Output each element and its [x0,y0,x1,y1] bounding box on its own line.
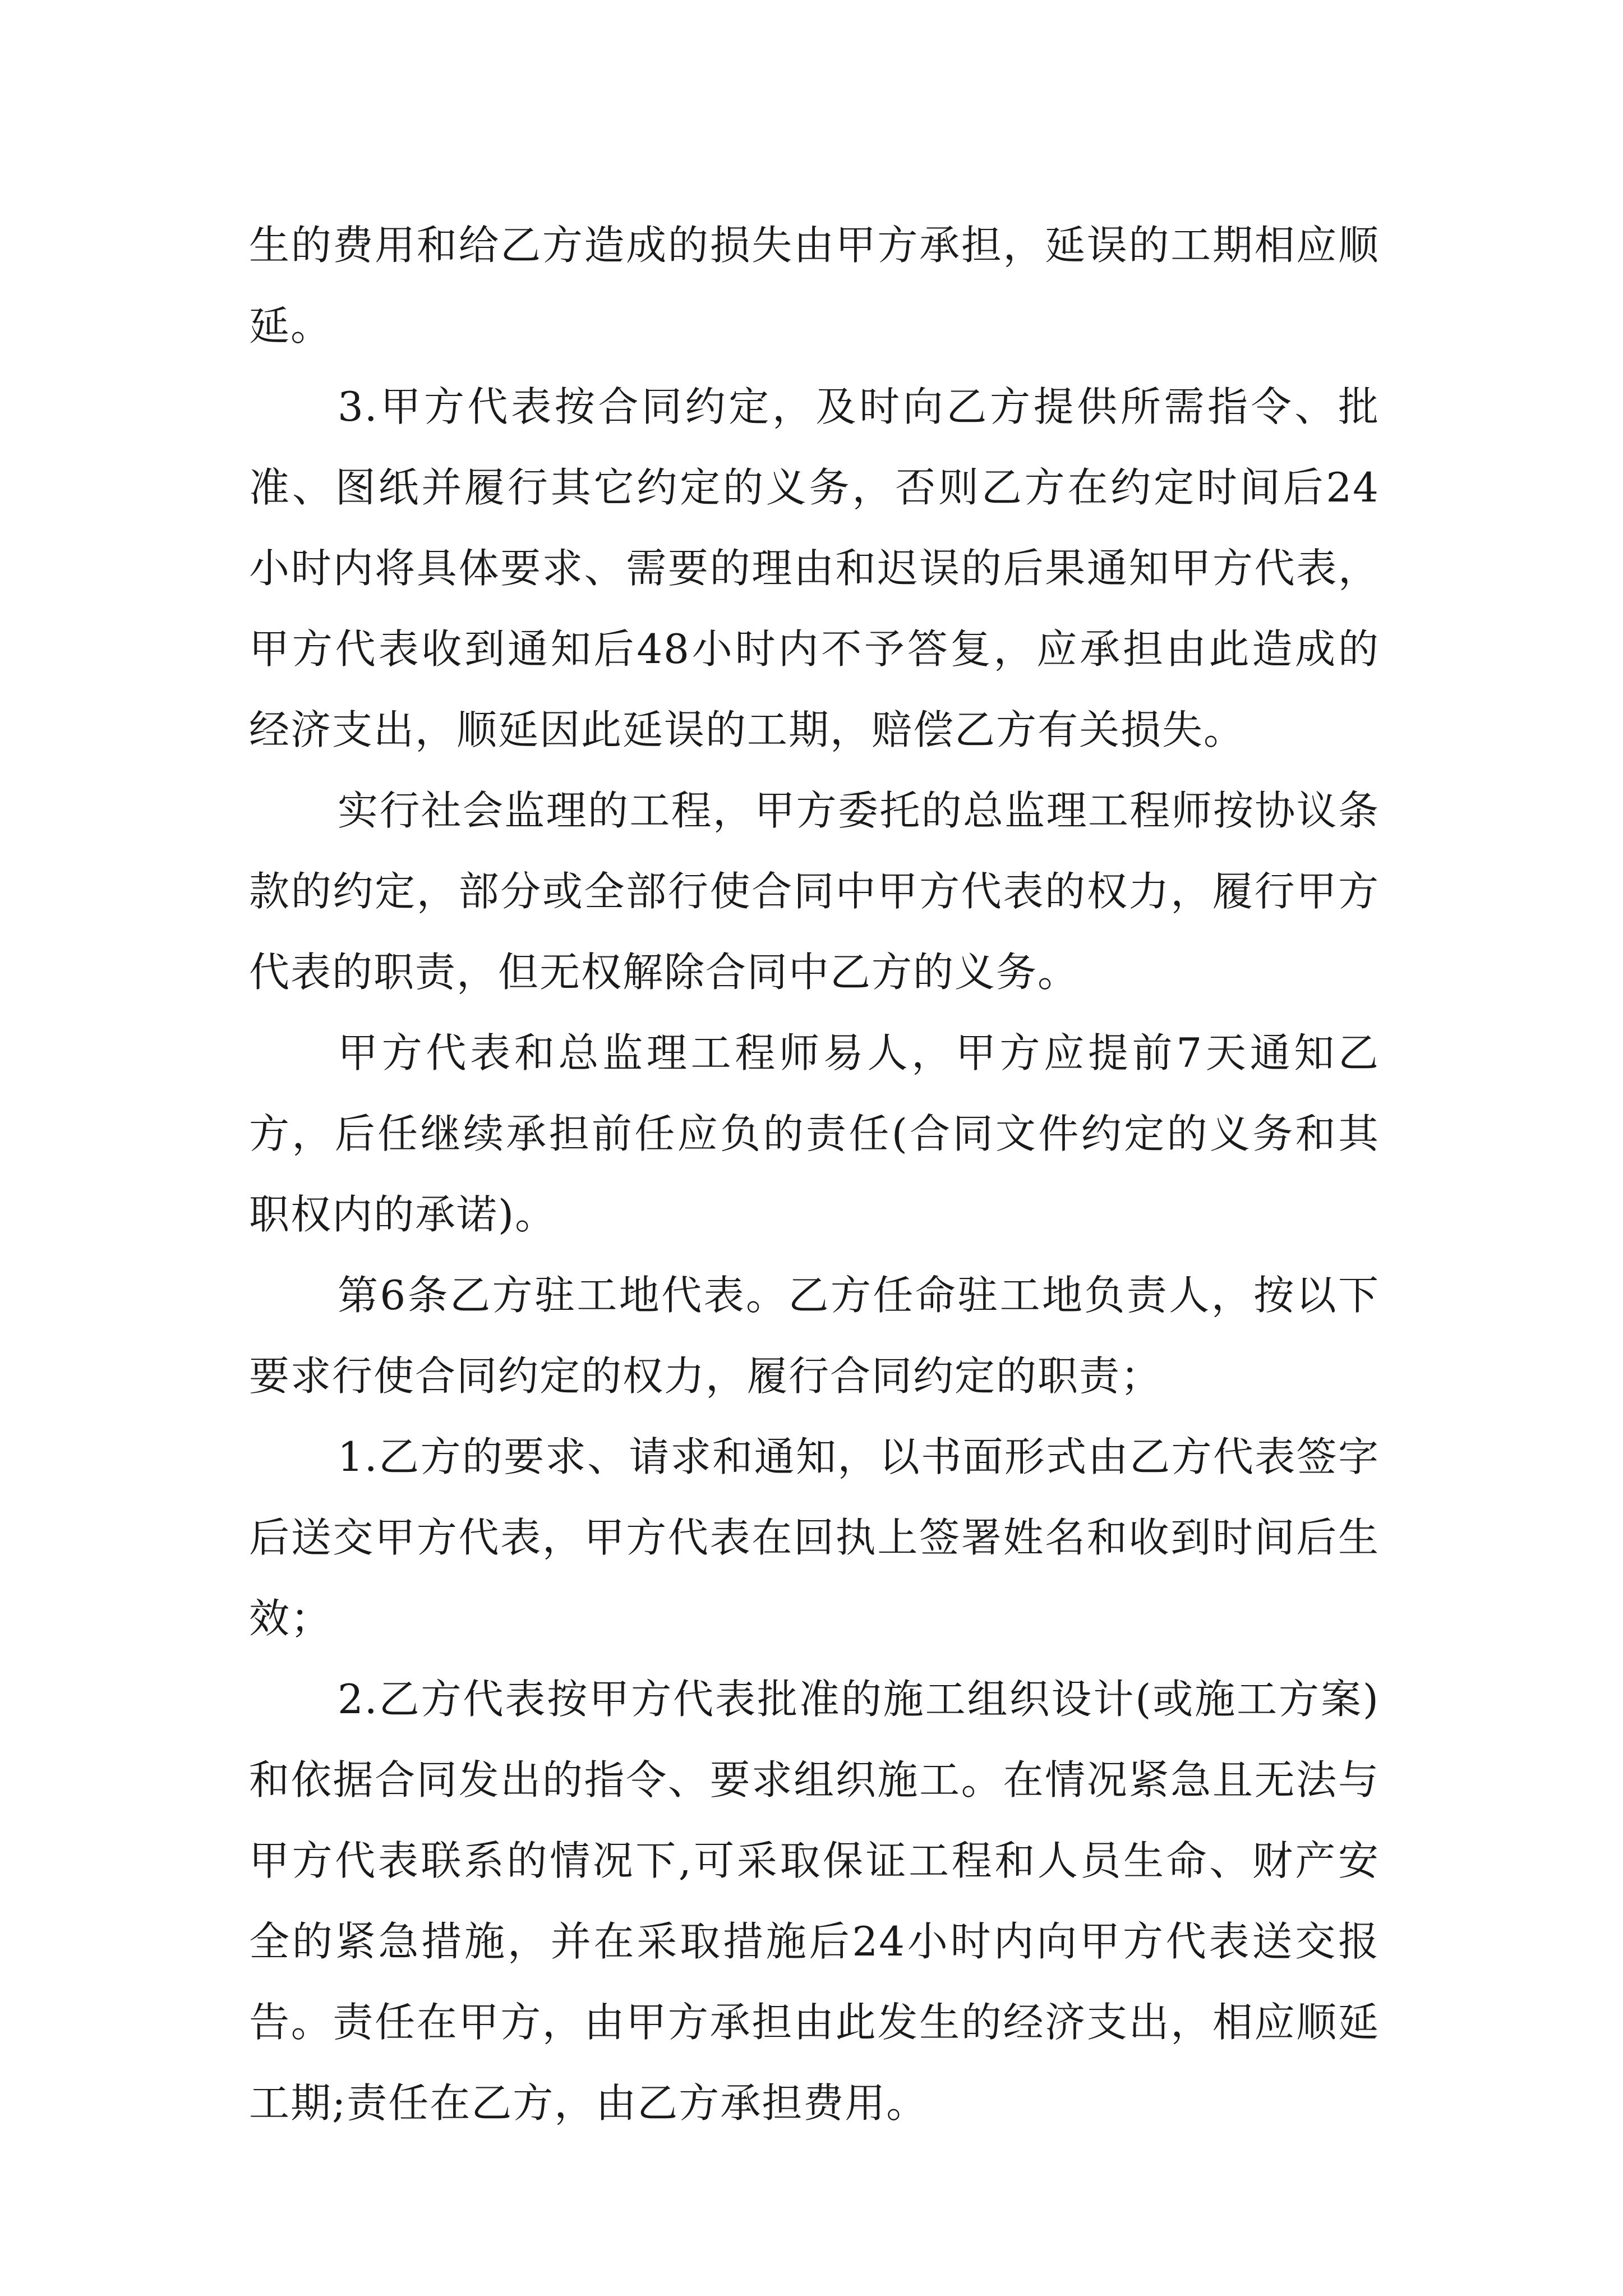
paragraph-article-6: 第6条乙方驻工地代表。乙方任命驻工地负责人，按以下要求行使合同约定的权力，履行合同约定的职责； [249,1272,1380,1400]
paragraph-continuation: 生的费用和给乙方造成的损失由甲方承担，延误的工期相应顺延。 [249,222,1380,349]
document-body [249,205,1380,2143]
paragraph-supervision: 实行社会监理的工程，甲方委托的总监理工程师按协议条款的约定，部分或全部行使合同中甲方代表的权力，履行甲方代表的职责，但无权解除合同中乙方的义务。 [249,787,1380,996]
paragraph-item-1: 1.乙方的要求、请求和通知，以书面形式由乙方代表签字后送交甲方代表，甲方代表在回执上签署姓名和收到时间后生效； [249,1433,1380,1642]
paragraph-item-3: 3.甲方代表按合同约定，及时向乙方提供所需指令、批准、图纸并履行其它约定的义务，否则乙方在约定时间后24小时内将具体要求、需要的理由和迟误的后果通知甲方代表，甲方代表收到通知后48小时内不予答复，应承担由此造成的经济支出，顺延因此延误的工期，赔偿乙方有关损失。 [249,383,1380,753]
paragraph-item-2: 2.乙方代表按甲方代表批准的施工组织设计(或施工方案)和依据合同发出的指令、要求组织施工。在情况紧急且无法与甲方代表联系的情况下,可采取保证工程和人员生命、财产安全的紧急措施，并在采取措施后24小时内向甲方代表送交报告。责任在甲方，由甲方承担由此发生的经济支出，相应顺延工期;责任在乙方，由乙方承担费用。 [249,1676,1380,2127]
paragraph-representative-change: 甲方代表和总监理工程师易人，甲方应提前7天通知乙方，后任继续承担前任应负的责任(合同文件约定的义务和其职权内的承诺)。 [249,1029,1380,1238]
